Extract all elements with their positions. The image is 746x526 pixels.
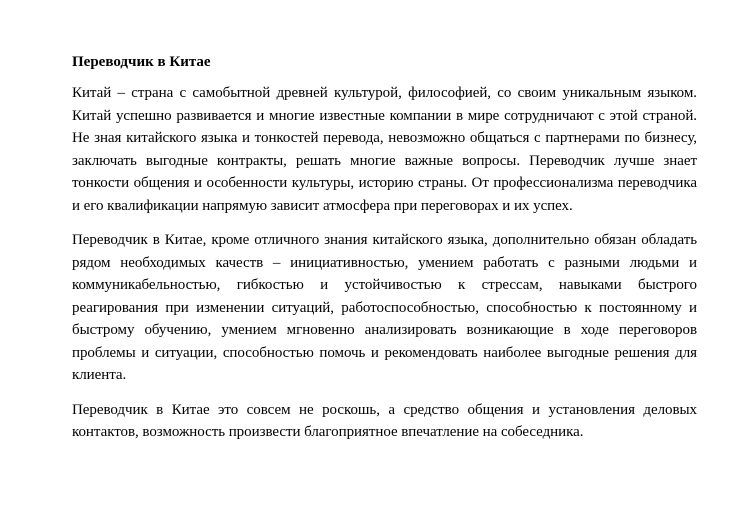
paragraph-1: Китай – страна с самобытной древней культурой, философией, со своим уникальным языком. Китай успешно развивается и многие известные компании в мире сотрудничают с этой страной. Не зная китайского языка и тонкостей перевода, невозможно общаться с партнерами по бизнесу, заключать выгодные контракты, решать многие важные вопросы. Переводчик лучше знает тонкости общения и особенности культуры, историю страны. От профессионализма переводчика и его квалификации напрямую зависит атмосфера при переговорах и их успех. — [72, 85, 697, 214]
paragraph-3: Переводчик в Китае это совсем не роскошь, а средство общения и установления деловых контактов, возможность произвести благоприятное впечатление на собеседника. — [72, 401, 697, 440]
document-title: Переводчик в Китае — [72, 54, 211, 70]
paragraph-2: Переводчик в Китае, кроме отличного знания китайского языка, дополнительно обязан обладать рядом необходимых качеств – инициативностью, умением работать с разными людьми и коммуникабельностью, гибкостью и устойчивостью к стрессам, навыками быстрого реагирования при изменении ситуаций, работоспособностью, способностью к постоянному и быстрому обучению, умением мгновенно анализировать возникающие в ходе переговоров проблемы и ситуации, способностью помочь и рекомендовать наиболее выгодные решения для клиента. — [72, 232, 697, 383]
document-page — [72, 52, 697, 456]
